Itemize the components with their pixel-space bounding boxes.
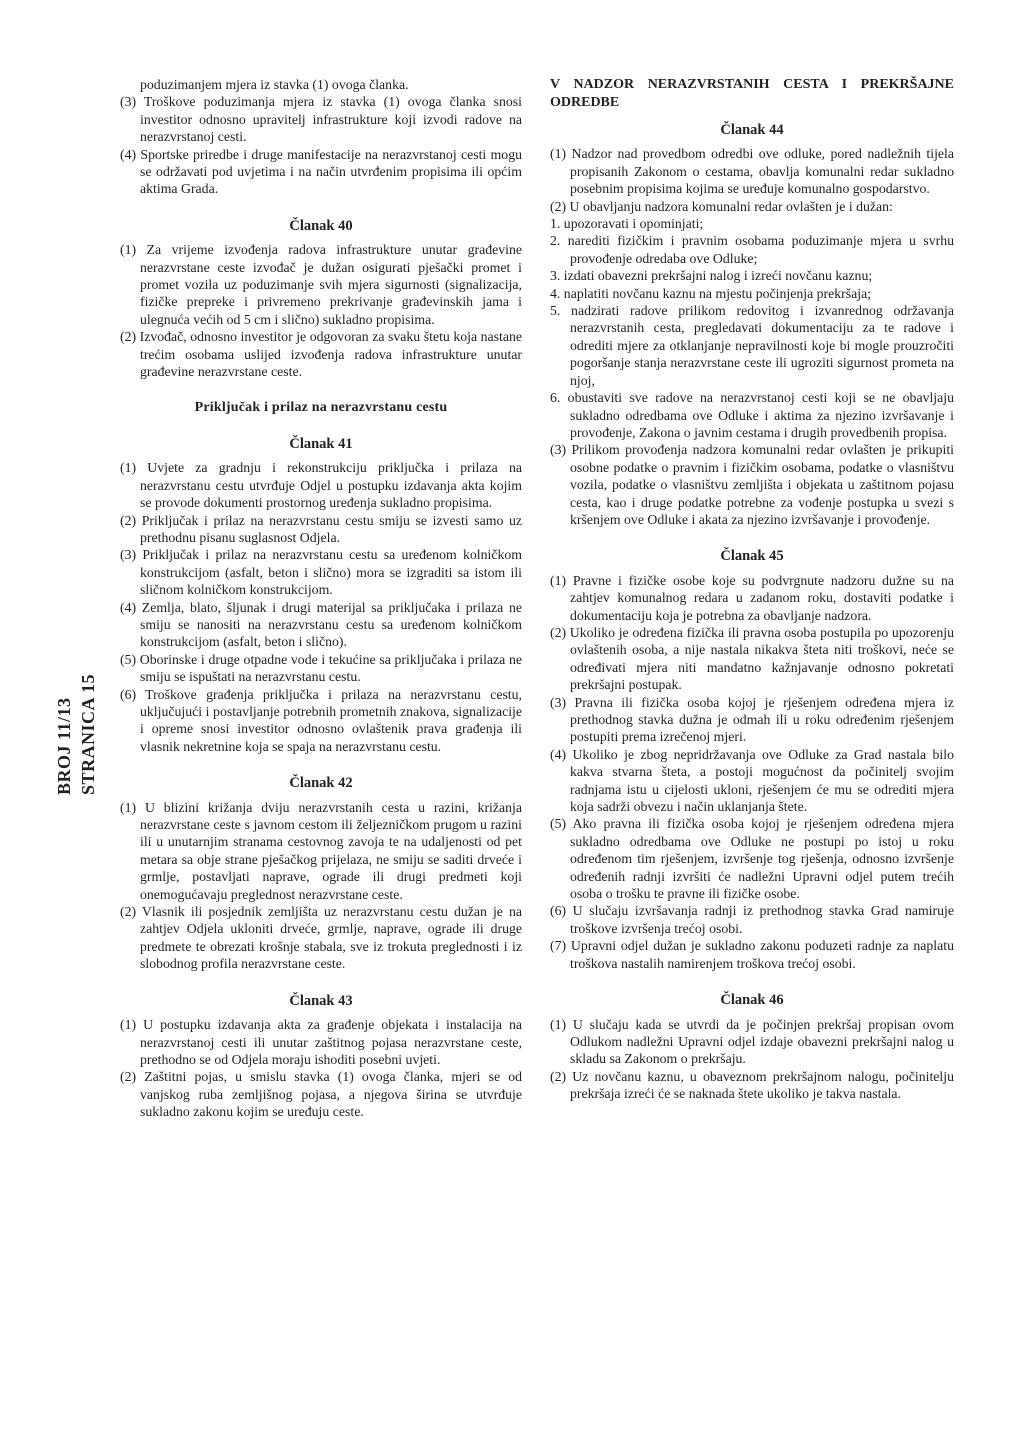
list-item: 3. izdati obavezni prekršajni nalog i izreći novčanu kaznu; bbox=[550, 268, 873, 284]
article-43-title: Članak 43 bbox=[289, 992, 353, 1009]
article-45-paragraph: (3) Pravna ili fizička osoba kojoj je rješenjem određena mjera iz prethodnog stavka dužna je odmah ili u roku određenim rješenjem postupiti prema izrečenoj mjeri. bbox=[550, 694, 954, 745]
article-41-paragraph: (3) Priključak i prilaz na nerazvrstanu cestu sa uređenom kolničkom konstrukcijom (asfalt, beton i slično) mora se izgraditi sa istom ili sličnom kolničkom konstrukcijom. bbox=[120, 547, 522, 598]
article-41-paragraph: (5) Oborinske i druge otpadne vode i tekućine sa priključaka i prilaza ne smiju se ispuštati na nerazvrstanu cestu. bbox=[120, 651, 522, 685]
article-42-paragraph: (1) U blizini križanja dviju nerazvrstanih cesta u razini, križanja nerazvrstane ceste s javnom cestom ili željezničkom prugom u razini ili u unutarnjim stranama cestovnog zavoja te na udaljenosti od pet metara sa obje strane pješačkog prijelaza, ne smiju se saditi drveće i grmlje, postavljati naprave, ograde ili drugi predmeti koji onemogućavaju preglednost nerazvrstane ceste. bbox=[120, 799, 522, 902]
article-41-paragraph: (1) Uvjete za gradnju i rekonstrukciju priključka i prilaza na nerazvrstanu cestu utvrđuje Odjel u postupku izdavanja akta kojim se provode dokumenti prostornog uređenja sukladno propisima. bbox=[120, 460, 522, 511]
article-46-title: Članak 46 bbox=[720, 992, 784, 1009]
article-43-paragraph: (2) Zaštitni pojas, u smislu stavka (1) ovoga članka, mjeri se od vanjskog ruba zemljišnog pojasa, a njegova širina se utvrđuje sukladno zakonu kojim se uređuju ceste. bbox=[120, 1069, 522, 1120]
section-subheading: Priključak i prilaz na nerazvrstanu cestu bbox=[194, 399, 448, 415]
page-label bbox=[52, 673, 112, 795]
article-45-paragraph: (2) Ukoliko je određena fizička ili pravna osoba postupila po upozorenju ovlaštenih osoba, a nije nastala nikakva šteta niti troškovi, neće se određivati mjera niti mandatno kažnjavanje odnosno pokretati prekršajni postupak. bbox=[550, 624, 954, 693]
article-41-paragraph: (4) Zemlja, blato, šljunak i drugi materijal sa priključaka i prilaza ne smiju se nanositi na nerazvrstanu cestu sa uređenom kolničkom konstrukcijom (asfalt, beton i slično). bbox=[120, 599, 522, 650]
article-42-title: Članak 42 bbox=[289, 775, 353, 792]
list-item: 6. obustaviti sve radove na nerazvrstanoj cesti koji se ne obavljaju sukladno odredbama ove Odluke i aktima za njezino izvršavanje i provođenje, Zakona o javnim cestama i drugih provedbenih propisa. bbox=[550, 390, 954, 440]
list-item: 4. naplatiti novčanu kaznu na mjestu počinjenja prekršaja; bbox=[550, 285, 872, 301]
paragraph-4: (4) Sportske priredbe i druge manifestacije na nerazvrstanoj cesti mogu se održavati pod uvjetima i na način utvrđenim propisima ili općim aktima Grada. bbox=[120, 146, 522, 197]
left-column bbox=[120, 76, 522, 1121]
article-45-paragraph: (7) Upravni odjel dužan je sukladno zakonu poduzeti radnje za naplatu troškova nastalih namirenjem troškova trećoj osobi. bbox=[550, 938, 954, 971]
chapter-heading: V NADZOR NERAZVRSTANIH CESTA I PREKRŠAJNE ODREDBE bbox=[550, 77, 954, 110]
article-41-paragraph: (2) Priključak i prilaz na nerazvrstanu cestu smiju se izvesti samo uz prethodnu pisanu suglasnost Odjela. bbox=[120, 512, 522, 545]
article-45-paragraph: (6) U slučaju izvršavanja radnji iz prethodnog stavka Grad namiruje troškove izvršenja trećoj osobi. bbox=[550, 903, 954, 936]
article-41-paragraph: (6) Troškove građenja priključka i prilaza na nerazvrstanu cestu, uključujući i postavljanje potrebnih prometnih znakova, signalizacije i opreme snosi investitor odnosno ovlaštenik prava građenja ili vlasnik nekretnine koja se spaja na nerazvrstanu cestu. bbox=[120, 686, 522, 754]
right-column bbox=[550, 76, 954, 1103]
article-45-paragraph: (1) Pravne i fizičke osobe koje su podvrgnute nadzoru dužne su na zahtjev komunalnog redara u zadanom roku, dostaviti podatke i dokumentaciju koja je potrebna za obavljanje nadzora. bbox=[550, 572, 954, 623]
article-45-title: Članak 45 bbox=[720, 548, 784, 565]
article-46-paragraph: (2) Uz novčanu kaznu, u obaveznom prekršajnom nalogu, počinitelju prekršaja izreći će se naknada štete ukoliko je takva nastala. bbox=[550, 1068, 954, 1102]
issue-number: BROJ 11/13 bbox=[54, 697, 74, 795]
list-item: 2. narediti fizičkim i pravnim osobama poduzimanje mjera u svrhu provođenje odredaba ove Odluke; bbox=[550, 233, 954, 266]
continued-paragraph: poduzimanjem mjera iz stavka (1) ovoga članka. bbox=[140, 77, 409, 92]
paragraph-3: (3) Troškove poduzimanja mjera iz stavka (1) ovoga članka snosi investitor odnosno upravitelj infrastrukture koji izvodi radove na nerazvrstanoj cesti. bbox=[120, 94, 522, 145]
article-44-paragraph-2: (2) U obavljanju nadzora komunalni redar ovlašten je i dužan: bbox=[550, 198, 893, 214]
article-44-paragraph-3: (3) Prilikom provođenja nadzora komunalni redar ovlašten je prikupiti osobne podatke o pravnim i fizičkim osobama, podatke o vlasništvu vozila, podatke o vlasništvu zemljišta i objekata u zaštitnom pojasu cesta, kao i druge podatke potrebne za vođenje postupka u svezi s kršenjem ove Odluke i akata za njezino izvršavanje i provođenje. bbox=[550, 442, 954, 527]
article-45-paragraph: (5) Ako pravna ili fizička osoba kojoj je rješenjem određena mjera sukladno odredbama ove Odluke ne postupi po istoj u roku određenom tim rješenjem, izvršenje tog rješenja, odnosno izvršenje određenih radnji izvršiti će nadležni Upravni odjel putem trećih osoba o trošku te pravne ili fizičke osobe. bbox=[550, 816, 954, 902]
article-44-paragraph-1: (1) Nadzor nad provedbom odredbi ove odluke, pored nadležnih tijela propisanih Zakonom o cestama, obavlja komunalni redar sukladno posebnim propisima kojima se uređuje komunalno gospodarstvo. bbox=[550, 146, 954, 197]
article-42-paragraph: (2) Vlasnik ili posjednik zemljišta uz nerazvrstanu cestu dužan je na zahtjev Odjela ukloniti drveće, grmlje, naprave, ograde ili druge predmete te obrezati krošnje stabala, sve iz trokuta preglednosti i iz slobodnog profila nerazvrstane ceste. bbox=[120, 904, 522, 972]
article-40-title: Članak 40 bbox=[289, 217, 353, 234]
list-item: 1. upozoravati i opominjati; bbox=[550, 216, 704, 232]
article-41-title: Članak 41 bbox=[289, 435, 353, 452]
article-44-title: Članak 44 bbox=[720, 122, 784, 138]
article-40-paragraph: (2) Izvođač, odnosno investitor je odgovoran za svaku štetu koja nastane trećim osobama uslijed izvođenja radova infrastrukture unutar građevine nerazvrstane ceste. bbox=[120, 329, 522, 380]
page-number: STRANICA 15 bbox=[78, 673, 98, 795]
list-item: 5. nadzirati radove prilikom redovitog i izvanrednog održavanja nerazvrstanih cesta, pregledavati dokumentaciju za te radove i odrediti mjere za otklanjanje nepravilnosti koje bi mogle prouzročiti pogoršanje stanja nerazvrstane ceste ili ugroziti sigurnost prometa na njoj, bbox=[550, 303, 954, 388]
article-45-paragraph: (4) Ukoliko je zbog nepridržavanja ove Odluke za Grad nastala bilo kakva stvarna šteta, a postoji mogućnost da počinitelj svojim radnjama istu u cijelosti ukloni, rješenjem će mu se odrediti mjera koja sadrži obvezu i način uklanjanja štete. bbox=[550, 746, 954, 815]
article-40-paragraph: (1) Za vrijeme izvođenja radova infrastrukture unutar građevine nerazvrstane ceste izvođač je dužan osigurati pješački promet i promet vozila uz poduzimanje svih mjera sigurnosti (signalizacija, fizičke prepreke i privremeno prekrivanje građevinskih jama i ulegnuća većih od 5 cm i slično) sukladno propisima. bbox=[120, 242, 522, 327]
article-46-paragraph: (1) U slučaju kada se utvrdi da je počinjen prekršaj propisan ovom Odlukom nadležni Upravni odjel izdaje obavezni prekršajni nalog u skladu sa Zakonom o prekršaju. bbox=[550, 1016, 954, 1067]
article-43-paragraph: (1) U postupku izdavanja akta za građenje objekata i instalacija na nerazvrstanoj cesti ili unutar zaštitnog pojasa nerazvrstane ceste, prethodno se od Odjela moraju ishoditi posebni uvjeti. bbox=[120, 1017, 522, 1067]
